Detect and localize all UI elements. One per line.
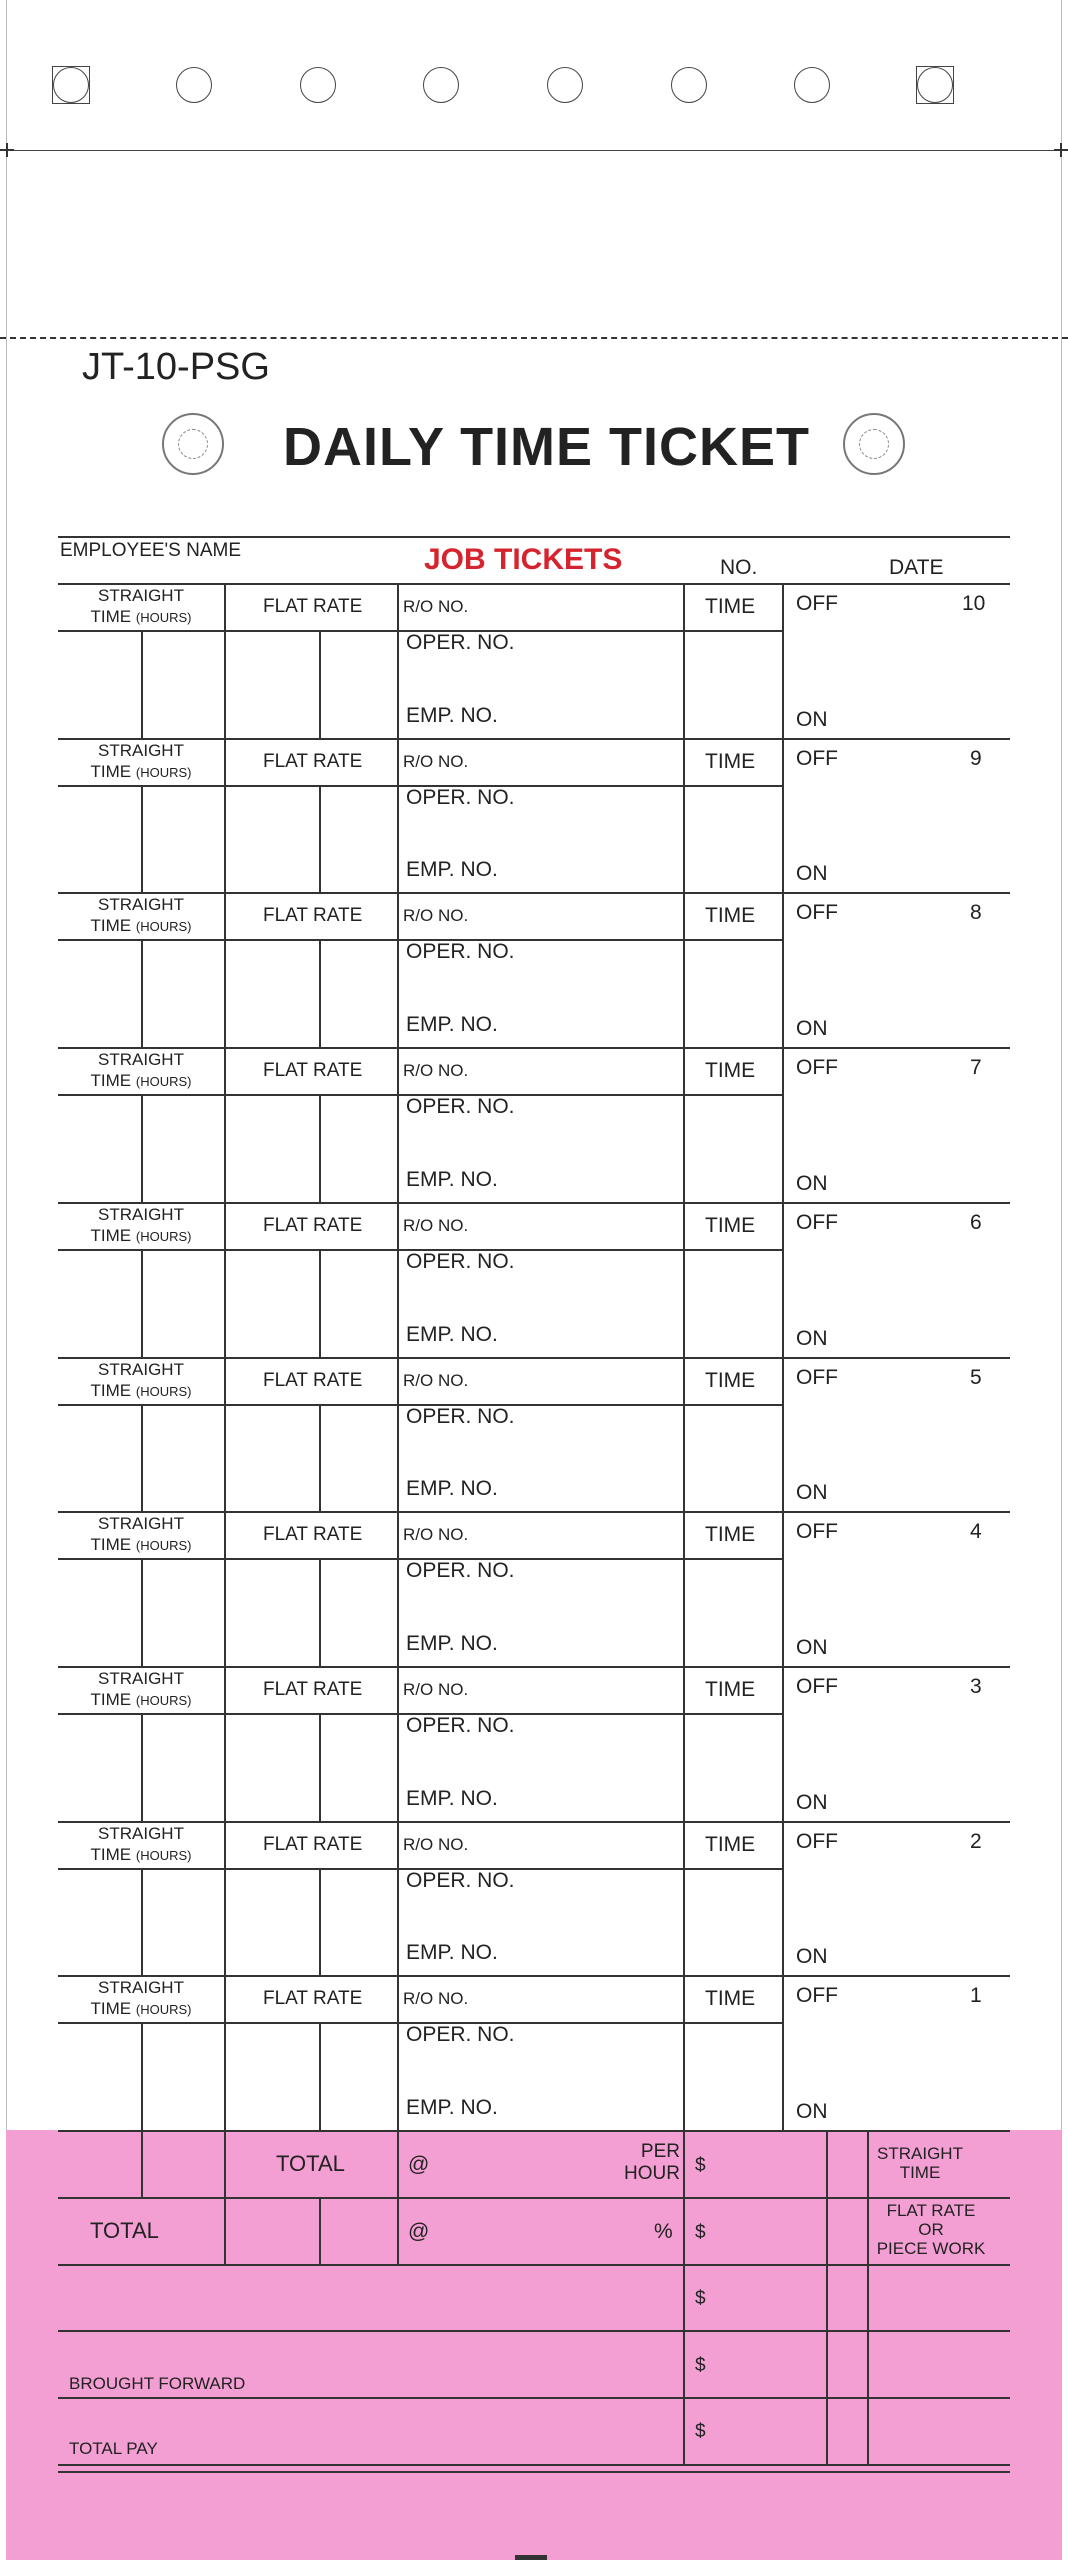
straight-time-label: STRAIGHT TIME	[877, 2144, 963, 2182]
ticket-divider-4	[397, 1047, 399, 1202]
percent-sign: %	[654, 2220, 673, 2243]
summary-rule-6	[58, 2464, 1010, 2466]
ticket-divider-1	[141, 1713, 143, 1821]
ticket-divider-5	[683, 1511, 685, 1666]
dollar-row3: $	[695, 2288, 706, 2309]
hours-word: (HOURS)	[135, 1384, 192, 1399]
ticket-divider-1	[141, 1249, 143, 1357]
on-label: ON	[796, 1172, 828, 1195]
hours-word: (HOURS)	[135, 765, 192, 780]
ticket-divider-6	[782, 738, 784, 892]
hours-word: (HOURS)	[135, 1693, 192, 1708]
time-word: TIME	[90, 916, 132, 935]
flat-rate-label: FLAT RATE	[263, 1215, 363, 1236]
summary-col-1	[141, 2130, 143, 2197]
ticket-number: 7	[970, 1056, 982, 1079]
total-label-top: TOTAL	[276, 2151, 345, 2176]
ro-no-label: R/O NO.	[403, 597, 469, 616]
ticket-divider-2	[224, 1511, 226, 1666]
hours-word: (HOURS)	[135, 610, 192, 625]
at-sign-row1: @	[408, 2153, 430, 2176]
ticket-rule-top	[58, 738, 1010, 740]
off-label: OFF	[796, 1984, 838, 2007]
flat-rate-label: FLAT RATE	[263, 1060, 363, 1081]
ticket-divider-2	[224, 1047, 226, 1202]
oper-no-label: OPER. NO.	[406, 1714, 515, 1737]
punch-hole	[52, 66, 90, 104]
ticket-divider-3	[319, 1249, 321, 1357]
ticket-rule-top	[58, 1511, 1010, 1513]
ro-no-label: R/O NO.	[403, 1989, 469, 2008]
off-label: OFF	[796, 1211, 838, 1234]
ticket-rule-top	[58, 583, 1010, 585]
ticket-rule-top	[58, 1821, 1010, 1823]
summary-rule-7	[58, 2471, 1010, 2473]
flat-rate-label: FLAT RATE	[263, 1679, 363, 1700]
oper-no-label: OPER. NO.	[406, 786, 515, 809]
ticket-divider-6	[782, 1975, 784, 2130]
tear-off-dashed-line	[0, 337, 1068, 339]
emp-no-label: EMP. NO.	[406, 2096, 498, 2119]
straight-label: STRAIGHT	[98, 1669, 184, 1688]
time-hours-label	[60, 1381, 222, 1401]
ticket-divider-2	[224, 892, 226, 1047]
oper-no-label: OPER. NO.	[406, 1405, 515, 1428]
on-label: ON	[796, 708, 828, 731]
time-word: TIME	[90, 1381, 132, 1400]
ro-no-label: R/O NO.	[403, 752, 469, 771]
emp-no-label: EMP. NO.	[406, 704, 498, 727]
ticket-divider-5	[683, 1202, 685, 1357]
hours-word: (HOURS)	[135, 1848, 192, 1863]
ticket-rule-top	[58, 1975, 1010, 1977]
ticket-divider-1	[141, 630, 143, 738]
ro-no-label: R/O NO.	[403, 1680, 469, 1699]
time-word: TIME	[90, 1071, 132, 1090]
punch-hole	[547, 67, 583, 103]
flat-rate-piece-work-label: FLAT RATE OR PIECE WORK	[876, 2201, 986, 2258]
ro-no-label: R/O NO.	[403, 1835, 469, 1854]
dollar-row2: $	[695, 2222, 706, 2243]
bottom-tab-mark	[515, 2555, 547, 2560]
flat-rate-label: FLAT RATE	[263, 1524, 363, 1545]
flat-rate-label: FLAT RATE	[263, 1834, 363, 1855]
punch-hole	[300, 67, 336, 103]
date-label: DATE	[889, 556, 944, 579]
ticket-divider-5	[683, 583, 685, 738]
ticket-divider-4	[397, 1821, 399, 1975]
per-hour-label: PER HOUR	[624, 2141, 680, 2184]
ro-no-label: R/O NO.	[403, 1525, 469, 1544]
ro-no-label: R/O NO.	[403, 1061, 469, 1080]
time-column-label: TIME	[705, 1987, 756, 2010]
time-column-label: TIME	[705, 750, 756, 773]
dollar-row4: $	[695, 2355, 706, 2376]
trim-mark-right-top	[1054, 143, 1068, 157]
brought-forward-label: BROUGHT FORWARD	[69, 2374, 246, 2393]
punch-hole	[916, 66, 954, 104]
summary-col-3	[319, 2197, 321, 2264]
hours-word: (HOURS)	[135, 1538, 192, 1553]
ticket-divider-6	[782, 583, 784, 738]
time-column-label: TIME	[705, 1523, 756, 1546]
summary-col-2	[224, 2130, 226, 2264]
ticket-divider-5	[683, 1666, 685, 1821]
time-word: TIME	[90, 607, 132, 626]
sheet-right-edge	[1061, 0, 1062, 2560]
straight-label: STRAIGHT	[98, 586, 184, 605]
off-label: OFF	[796, 1366, 838, 1389]
time-column-label: TIME	[705, 1833, 756, 1856]
hours-word: (HOURS)	[135, 2002, 192, 2017]
emp-no-label: EMP. NO.	[406, 1323, 498, 1346]
ticket-divider-4	[397, 892, 399, 1047]
oper-no-label: OPER. NO.	[406, 631, 515, 654]
time-word: TIME	[90, 1999, 132, 2018]
ticket-divider-4	[397, 1666, 399, 1821]
straight-label: STRAIGHT	[98, 895, 184, 914]
punch-hole	[423, 67, 459, 103]
on-label: ON	[796, 862, 828, 885]
flat-rate-label: FLAT RATE	[263, 1370, 363, 1391]
time-word: TIME	[90, 1535, 132, 1554]
employee-name-label: EMPLOYEE'S NAME	[60, 540, 242, 561]
ticket-number: 5	[970, 1366, 982, 1389]
summary-section	[6, 2130, 1061, 2560]
flat-rate-label: FLAT RATE	[263, 905, 363, 926]
off-label: OFF	[796, 901, 838, 924]
off-label: OFF	[796, 1520, 838, 1543]
ticket-divider-3	[319, 1094, 321, 1202]
ro-no-label: R/O NO.	[403, 906, 469, 925]
at-sign-row2: @	[408, 2220, 430, 2243]
summary-col-5	[683, 2130, 685, 2464]
on-label: ON	[796, 1017, 828, 1040]
ticket-divider-5	[683, 1357, 685, 1511]
off-label: OFF	[796, 592, 838, 615]
ticket-divider-3	[319, 785, 321, 892]
time-hours-label	[60, 1845, 222, 1865]
form-code: JT-10-PSG	[82, 346, 270, 388]
flat-rate-label: FLAT RATE	[263, 751, 363, 772]
ticket-divider-6	[782, 1357, 784, 1511]
form-title: DAILY TIME TICKET	[283, 417, 811, 477]
ticket-divider-1	[141, 2022, 143, 2130]
ticket-divider-6	[782, 1047, 784, 1202]
ticket-divider-1	[141, 785, 143, 892]
hours-word: (HOURS)	[135, 1074, 192, 1089]
time-word: TIME	[90, 762, 132, 781]
summary-col-7	[867, 2130, 869, 2464]
total-pay-label: TOTAL PAY	[69, 2439, 158, 2458]
ticket-number: 2	[970, 1830, 982, 1853]
straight-label: STRAIGHT	[98, 1050, 184, 1069]
ticket-number: 4	[970, 1520, 982, 1543]
ticket-number: 3	[970, 1675, 982, 1698]
emp-no-label: EMP. NO.	[406, 1632, 498, 1655]
ticket-divider-2	[224, 583, 226, 738]
ticket-number: 8	[970, 901, 982, 924]
ticket-divider-5	[683, 1975, 685, 2130]
ticket-divider-6	[782, 1821, 784, 1975]
off-label: OFF	[796, 747, 838, 770]
ticket-divider-2	[224, 738, 226, 892]
oper-no-label: OPER. NO.	[406, 1559, 515, 1582]
ticket-divider-1	[141, 1868, 143, 1975]
ro-no-label: R/O NO.	[403, 1216, 469, 1235]
ticket-number: 9	[970, 747, 982, 770]
ticket-divider-1	[141, 1404, 143, 1511]
ticket-divider-6	[782, 1511, 784, 1666]
time-word: TIME	[90, 1226, 132, 1245]
time-word: TIME	[90, 1690, 132, 1709]
summary-col-4	[397, 2130, 399, 2264]
on-label: ON	[796, 1791, 828, 1814]
on-label: ON	[796, 1636, 828, 1659]
ticket-divider-1	[141, 1558, 143, 1666]
oper-no-label: OPER. NO.	[406, 1095, 515, 1118]
ticket-divider-6	[782, 1202, 784, 1357]
ticket-divider-5	[683, 892, 685, 1047]
punch-hole	[176, 67, 212, 103]
ticket-divider-3	[319, 2022, 321, 2130]
ticket-divider-4	[397, 738, 399, 892]
time-hours-label	[60, 1226, 222, 1246]
time-hours-label	[60, 762, 222, 782]
header-rule-top	[58, 536, 1010, 538]
time-column-label: TIME	[705, 904, 756, 927]
flat-rate-label: FLAT RATE	[263, 1988, 363, 2009]
ticket-divider-2	[224, 1975, 226, 2130]
straight-label: STRAIGHT	[98, 1205, 184, 1224]
ticket-divider-3	[319, 1713, 321, 1821]
job-tickets-label: JOB TICKETS	[424, 543, 623, 576]
ticket-divider-2	[224, 1821, 226, 1975]
grommet-right	[843, 413, 905, 475]
emp-no-label: EMP. NO.	[406, 858, 498, 881]
ticket-divider-2	[224, 1202, 226, 1357]
on-label: ON	[796, 2100, 828, 2123]
oper-no-label: OPER. NO.	[406, 1869, 515, 1892]
ticket-divider-3	[319, 1558, 321, 1666]
dollar-row1: $	[695, 2155, 706, 2176]
ticket-divider-1	[141, 939, 143, 1047]
hours-word: (HOURS)	[135, 919, 192, 934]
time-column-label: TIME	[705, 1059, 756, 1082]
time-hours-label	[60, 607, 222, 627]
time-column-label: TIME	[705, 595, 756, 618]
straight-label: STRAIGHT	[98, 1514, 184, 1533]
punch-hole	[671, 67, 707, 103]
ticket-divider-2	[224, 1357, 226, 1511]
oper-no-label: OPER. NO.	[406, 2023, 515, 2046]
emp-no-label: EMP. NO.	[406, 1787, 498, 1810]
total-label-left: TOTAL	[90, 2218, 159, 2243]
trim-mark-left-top	[0, 143, 14, 157]
time-hours-label	[60, 1999, 222, 2019]
time-hours-label	[60, 916, 222, 936]
ticket-divider-3	[319, 939, 321, 1047]
straight-label: STRAIGHT	[98, 1360, 184, 1379]
ticket-divider-4	[397, 1357, 399, 1511]
dollar-row5: $	[695, 2421, 706, 2442]
ticket-divider-3	[319, 630, 321, 738]
off-label: OFF	[796, 1830, 838, 1853]
straight-label: STRAIGHT	[98, 741, 184, 760]
grommet-left	[162, 413, 224, 475]
time-hours-label	[60, 1071, 222, 1091]
off-label: OFF	[796, 1056, 838, 1079]
ticket-divider-5	[683, 1821, 685, 1975]
ticket-divider-5	[683, 1047, 685, 1202]
on-label: ON	[796, 1327, 828, 1350]
ticket-rule-top	[58, 1666, 1010, 1668]
straight-label: STRAIGHT	[98, 1978, 184, 1997]
off-label: OFF	[796, 1675, 838, 1698]
ticket-divider-1	[141, 1094, 143, 1202]
ticket-divider-4	[397, 583, 399, 738]
no-label: NO.	[720, 556, 758, 579]
ticket-divider-3	[319, 1404, 321, 1511]
ticket-divider-4	[397, 1202, 399, 1357]
ticket-rule-top	[58, 1047, 1010, 1049]
oper-no-label: OPER. NO.	[406, 940, 515, 963]
on-label: ON	[796, 1481, 828, 1504]
straight-label: STRAIGHT	[98, 1824, 184, 1843]
emp-no-label: EMP. NO.	[406, 1013, 498, 1036]
time-word: TIME	[90, 1845, 132, 1864]
ticket-divider-4	[397, 1511, 399, 1666]
ticket-number: 6	[970, 1211, 982, 1234]
ticket-divider-6	[782, 892, 784, 1047]
time-hours-label	[60, 1535, 222, 1555]
summary-col-6	[826, 2130, 828, 2464]
time-column-label: TIME	[705, 1214, 756, 1237]
ro-no-label: R/O NO.	[403, 1371, 469, 1390]
ticket-divider-6	[782, 1666, 784, 1821]
ticket-number: 10	[962, 592, 986, 615]
oper-no-label: OPER. NO.	[406, 1250, 515, 1273]
on-label: ON	[796, 1945, 828, 1968]
perforation-line-top	[6, 150, 1061, 151]
time-column-label: TIME	[705, 1678, 756, 1701]
time-hours-label	[60, 1690, 222, 1710]
punch-hole	[794, 67, 830, 103]
ticket-divider-2	[224, 1666, 226, 1821]
ticket-rule-top	[58, 1202, 1010, 1204]
ticket-rule-top	[58, 892, 1010, 894]
ticket-divider-4	[397, 1975, 399, 2130]
time-column-label: TIME	[705, 1369, 756, 1392]
emp-no-label: EMP. NO.	[406, 1941, 498, 1964]
ticket-divider-5	[683, 738, 685, 892]
emp-no-label: EMP. NO.	[406, 1477, 498, 1500]
hours-word: (HOURS)	[135, 1229, 192, 1244]
ticket-rule-top	[58, 1357, 1010, 1359]
emp-no-label: EMP. NO.	[406, 1168, 498, 1191]
flat-rate-label: FLAT RATE	[263, 596, 363, 617]
ticket-number: 1	[970, 1984, 982, 2007]
ticket-divider-3	[319, 1868, 321, 1975]
